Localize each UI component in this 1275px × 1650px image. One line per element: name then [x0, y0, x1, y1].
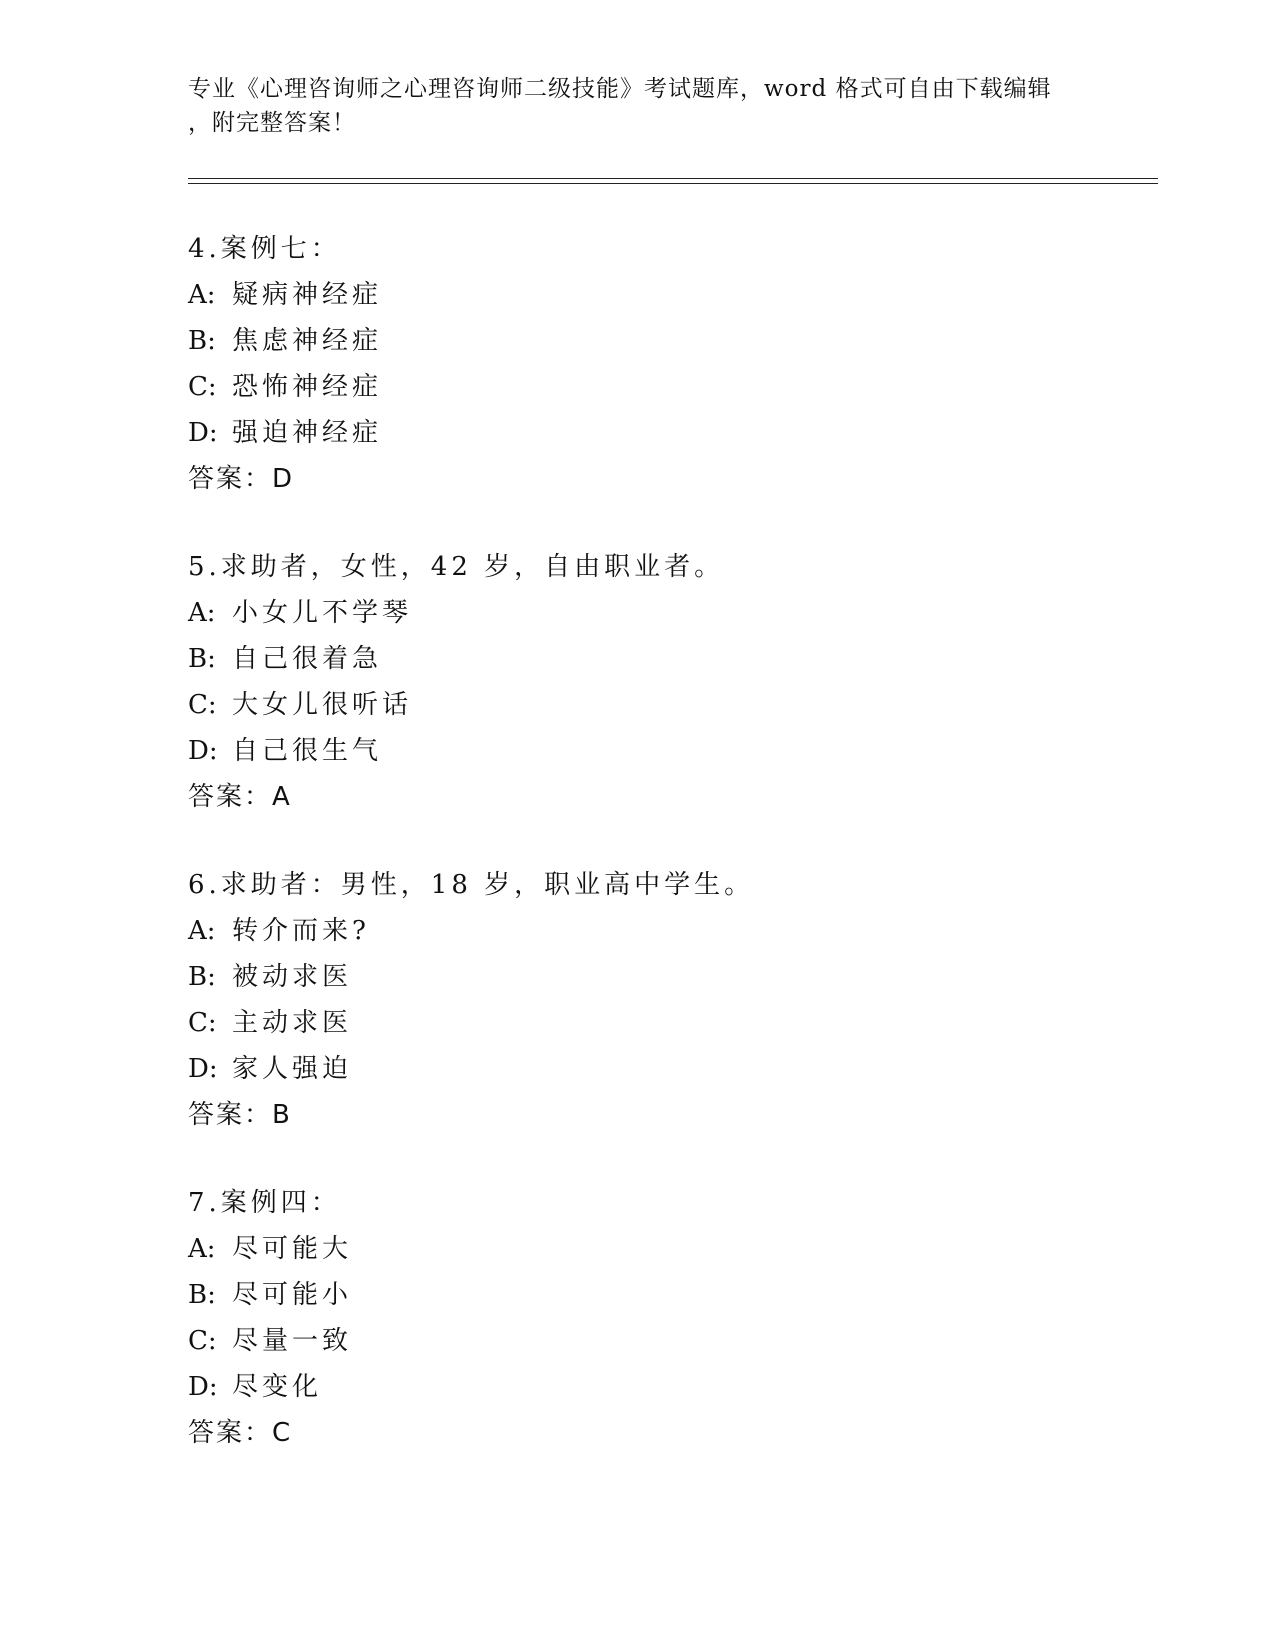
option-c: [188, 682, 1088, 728]
header-divider-bottom: [188, 183, 1158, 184]
option-a: [188, 908, 1088, 954]
option-letter: B:: [188, 644, 216, 674]
option-text: 被动求医: [232, 962, 353, 992]
option-text: 尽变化: [232, 1372, 323, 1402]
option-c: [188, 1318, 1088, 1364]
question-block: [188, 226, 1088, 502]
question-block: [188, 862, 1088, 1138]
option-letter: B:: [188, 326, 216, 356]
option-text: 尽量一致: [232, 1326, 353, 1356]
option-letter: A:: [188, 280, 216, 310]
option-letter: C:: [188, 690, 217, 720]
header-line-2: ，附完整答案！: [188, 110, 356, 136]
answer-line: 答案：B: [188, 1100, 292, 1130]
option-text: 自己很着急: [232, 644, 383, 674]
option-text: 大女儿很听话: [232, 690, 413, 720]
option-c: [188, 364, 1088, 410]
option-letter: A:: [188, 916, 216, 946]
option-letter: B:: [188, 962, 216, 992]
option-b: [188, 318, 1088, 364]
question-stem: 6.求助者：男性，18 岁，职业高中学生。: [188, 870, 755, 900]
option-a: [188, 272, 1088, 318]
option-letter: C:: [188, 1326, 217, 1356]
option-letter: D:: [188, 418, 218, 448]
option-text: 小女儿不学琴: [232, 598, 413, 628]
option-c: [188, 1000, 1088, 1046]
answer-line: 答案：A: [188, 782, 292, 812]
option-letter: D:: [188, 736, 218, 766]
header-divider-top: [188, 178, 1158, 179]
option-b: [188, 636, 1088, 682]
option-letter: C:: [188, 1008, 217, 1038]
header-line-1: 专业《心理咨询师之心理咨询师二级技能》考试题库，word 格式可自由下载编辑: [188, 76, 1052, 102]
question-stem: 7.案例四：: [188, 1188, 341, 1218]
answer-line: 答案：D: [188, 464, 295, 494]
option-text: 尽可能小: [232, 1280, 353, 1310]
answer-line: 答案：C: [188, 1418, 293, 1448]
option-a: [188, 1226, 1088, 1272]
question-stem: 4.案例七：: [188, 234, 341, 264]
option-text: 转介而来?: [232, 916, 370, 946]
option-text: 恐怖神经症: [232, 372, 383, 402]
document-header: [188, 72, 1088, 140]
option-d: [188, 728, 1088, 774]
option-d: [188, 410, 1088, 456]
question-block: [188, 1180, 1088, 1456]
option-letter: D:: [188, 1372, 218, 1402]
option-text: 自己很生气: [232, 736, 383, 766]
option-text: 强迫神经症: [232, 418, 383, 448]
option-letter: A:: [188, 1234, 216, 1264]
option-letter: C:: [188, 372, 217, 402]
option-letter: B:: [188, 1280, 216, 1310]
option-text: 尽可能大: [232, 1234, 353, 1264]
question-block: [188, 544, 1088, 820]
option-letter: D:: [188, 1054, 218, 1084]
option-a: [188, 590, 1088, 636]
option-b: [188, 1272, 1088, 1318]
question-stem: 5.求助者，女性，42 岁，自由职业者。: [188, 552, 725, 582]
option-text: 家人强迫: [232, 1054, 353, 1084]
option-text: 焦虑神经症: [232, 326, 383, 356]
option-letter: A:: [188, 598, 216, 628]
option-text: 疑病神经症: [232, 280, 383, 310]
option-d: [188, 1364, 1088, 1410]
option-b: [188, 954, 1088, 1000]
option-text: 主动求医: [232, 1008, 353, 1038]
option-d: [188, 1046, 1088, 1092]
